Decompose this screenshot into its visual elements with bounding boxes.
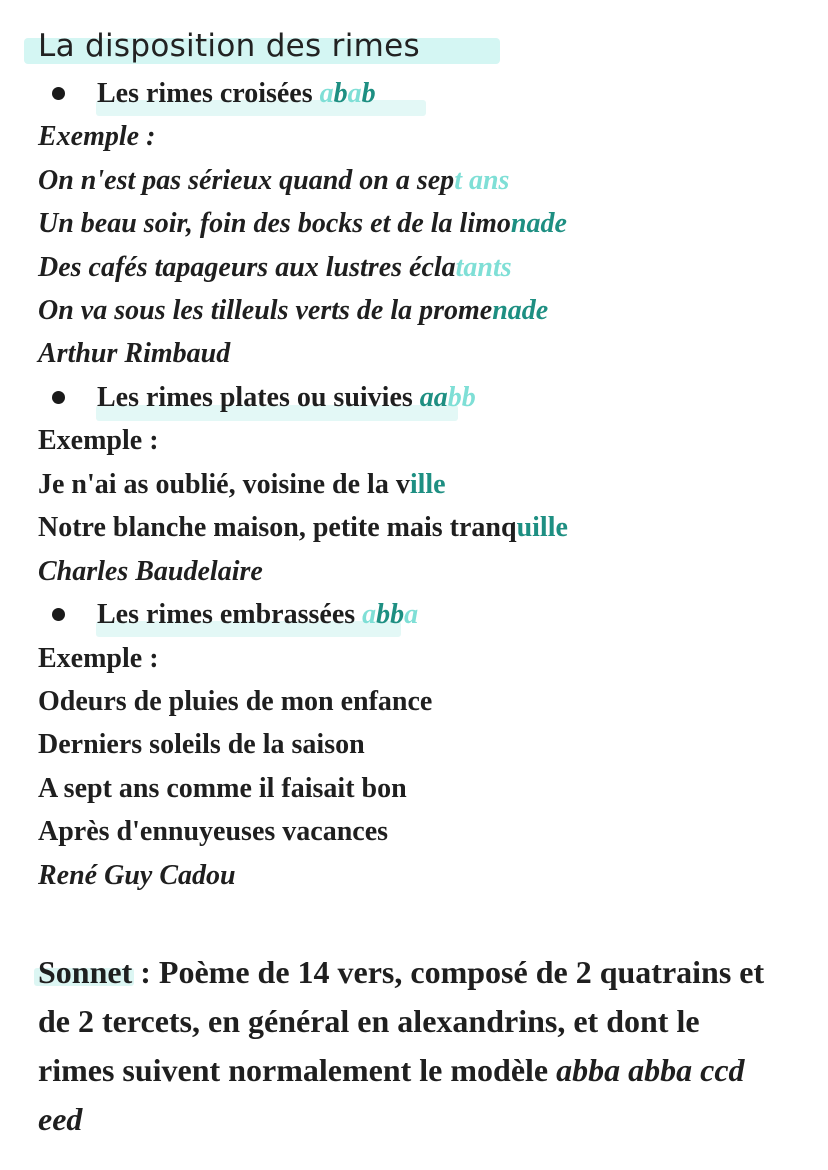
example-label: Exemple : <box>38 643 159 674</box>
verse-text: Je n'ai as oublié, voisine de la v <box>38 469 410 500</box>
rhyme-letter: a <box>419 382 434 413</box>
rhyme-pattern <box>420 382 476 413</box>
author-name: Arthur Rimbaud <box>38 338 231 369</box>
rhyme-suffix: uille <box>516 512 568 543</box>
verse-text: Un beau soir, foin des bocks et de la limo <box>38 208 511 239</box>
rhyme-pattern <box>320 78 376 109</box>
heading-text: Les rimes croisées <box>97 78 313 109</box>
rhyme-letter: a <box>433 382 448 413</box>
rhyme-suffix: nade <box>492 295 549 326</box>
rhyme-suffix: nade <box>510 208 567 239</box>
example-label: Exemple : <box>38 121 156 152</box>
rhyme-letter: a <box>404 599 419 630</box>
rhyme-pattern <box>362 599 418 630</box>
rhyme-letter: a <box>362 599 377 630</box>
verse-line <box>38 295 548 327</box>
sonnet-definition <box>38 948 778 1144</box>
verse-line <box>38 512 568 544</box>
verse-line <box>38 208 567 240</box>
rhyme-letter: b <box>461 382 476 413</box>
page-title: La disposition des rimes <box>38 28 420 64</box>
example-label: Exemple : <box>38 425 159 456</box>
rhyme-suffix: tants <box>455 252 512 283</box>
rhyme-letter: b <box>361 78 376 109</box>
rhyme-letter: b <box>376 599 391 630</box>
heading-text: Les rimes embrassées <box>97 599 356 630</box>
rhyme-letter: b <box>447 382 462 413</box>
verse-line: Après d'ennuyeuses vacances <box>38 816 389 847</box>
bullet-icon <box>52 87 65 100</box>
rhyme-suffix: t ans <box>454 165 510 196</box>
verse-line: A sept ans comme il faisait bon <box>38 773 407 804</box>
verse-line: Odeurs de pluies de mon enfance <box>38 686 433 717</box>
bullet-icon <box>52 608 65 621</box>
verse-text: Notre blanche maison, petite mais tranq <box>38 512 517 543</box>
rhyme-letter: b <box>390 599 405 630</box>
sonnet-separator: : <box>132 954 159 990</box>
verse-line <box>38 165 509 197</box>
sonnet-text: Poème de 14 vers, composé de 2 quatrains et de 2 tercets, en général en alexandrins, et dont le rimes suivent normalement le modèle <box>38 954 765 1088</box>
rhyme-letter: a <box>347 78 362 109</box>
section-heading-plates <box>52 382 476 414</box>
author-name: Charles Baudelaire <box>38 556 263 587</box>
rhyme-suffix: ille <box>409 469 446 500</box>
verse-line <box>38 469 446 501</box>
verse-text: On va sous les tilleuls verts de la prome <box>38 295 493 326</box>
author-name: René Guy Cadou <box>38 860 236 891</box>
verse-line: Derniers soleils de la saison <box>38 729 365 760</box>
verse-line <box>38 252 512 284</box>
rhyme-letter: a <box>319 78 334 109</box>
sonnet-model: abba abba ccd eed <box>38 1052 745 1137</box>
bullet-icon <box>52 391 65 404</box>
verse-text: On n'est pas sérieux quand on a sep <box>38 165 455 196</box>
rhyme-letter: b <box>333 78 348 109</box>
heading-text: Les rimes plates ou suivies <box>97 382 413 413</box>
section-heading-croisees <box>52 78 376 110</box>
sonnet-term: Sonnet <box>38 954 133 990</box>
section-heading-embrassees <box>52 599 418 631</box>
verse-text: Des cafés tapageurs aux lustres écla <box>38 252 456 283</box>
